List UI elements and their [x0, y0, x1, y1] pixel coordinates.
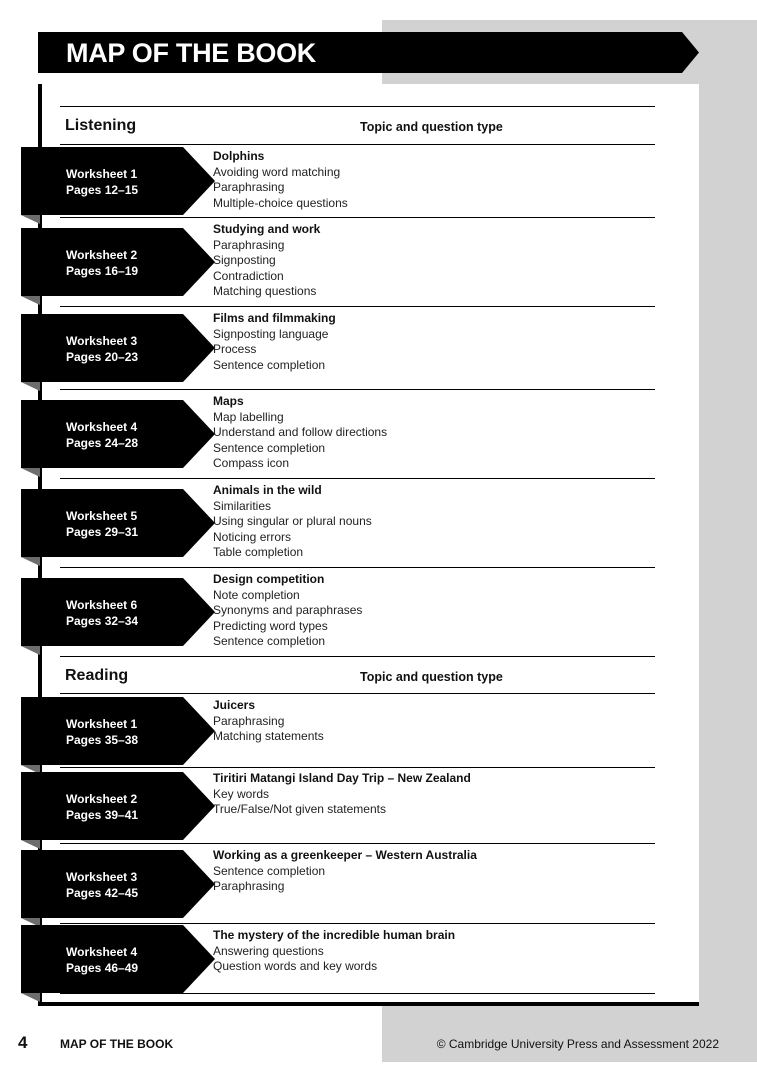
worksheet-label — [66, 869, 138, 901]
divider — [60, 993, 655, 994]
page-title: MAP OF THE BOOK — [66, 38, 317, 68]
question-type: Matching statements — [213, 729, 324, 743]
question-type: Paraphrasing — [213, 879, 285, 893]
worksheet-label — [66, 333, 138, 365]
tab-notch — [21, 382, 40, 391]
question-type: Noticing errors — [213, 529, 292, 544]
divider — [60, 693, 655, 694]
question-type: Table completion — [213, 545, 304, 559]
question-type: Sentence completion — [213, 357, 326, 372]
divider — [60, 389, 655, 390]
question-type: Similarities — [213, 498, 272, 513]
question-type: Matching questions — [213, 284, 317, 298]
worksheet-number: Worksheet 1 — [66, 167, 138, 181]
topic-title: Working as a greenkeeper – Western Australia — [213, 848, 477, 862]
worksheet-entry — [213, 483, 372, 561]
divider — [60, 656, 655, 657]
question-type: Process — [213, 342, 257, 356]
tab-notch — [21, 468, 40, 477]
worksheet-entry — [213, 222, 320, 300]
topic-title: Tiritiri Matangi Island Day Trip – New Zealand — [213, 771, 471, 785]
question-type: Map labelling — [213, 409, 284, 424]
divider — [60, 923, 655, 924]
section-heading-reading: Reading — [65, 667, 129, 684]
worksheet-pages: Pages 35–38 — [66, 733, 139, 747]
worksheet-label — [66, 716, 138, 748]
question-type: Predicting word types — [213, 618, 328, 633]
question-type: Question words and key words — [213, 959, 378, 973]
divider — [60, 767, 655, 768]
worksheet-label — [66, 166, 138, 198]
worksheet-label — [66, 508, 138, 540]
worksheet-entry — [213, 311, 336, 373]
worksheet-number: Worksheet 3 — [66, 334, 138, 348]
worksheet-number: Worksheet 4 — [66, 420, 138, 434]
divider — [60, 144, 655, 145]
divider — [60, 843, 655, 844]
worksheet-entry — [213, 394, 387, 472]
topic-title: Dolphins — [213, 149, 265, 163]
worksheet-label — [66, 247, 138, 279]
divider — [60, 306, 655, 307]
worksheet-entry — [213, 572, 362, 650]
worksheet-label — [66, 944, 138, 976]
worksheet-number: Worksheet 3 — [66, 870, 138, 884]
question-type: Signposting language — [213, 326, 329, 341]
tab-notch — [21, 296, 40, 305]
question-type: Sentence completion — [213, 440, 326, 455]
worksheet-number: Worksheet 2 — [66, 792, 138, 806]
worksheet-number: Worksheet 4 — [66, 945, 138, 959]
worksheet-entry — [213, 698, 324, 745]
worksheet-entry — [213, 771, 471, 818]
worksheet-pages: Pages 46–49 — [66, 961, 139, 975]
question-type: Sentence completion — [213, 863, 326, 878]
topic-title: Maps — [213, 394, 244, 408]
worksheet-pages: Pages 29–31 — [66, 525, 139, 539]
question-type: Paraphrasing — [213, 180, 285, 194]
worksheet-entry — [213, 848, 477, 895]
question-type: Signposting — [213, 253, 276, 267]
question-type: Paraphrasing — [213, 237, 285, 252]
worksheet-entry — [213, 149, 348, 211]
question-type: Answering questions — [213, 943, 324, 958]
topic-title: Animals in the wild — [213, 483, 322, 497]
divider — [60, 567, 655, 568]
question-type: Sentence completion — [213, 634, 326, 648]
section-heading-listening: Listening — [65, 117, 137, 134]
worksheet-number: Worksheet 6 — [66, 598, 138, 612]
question-type: Synonyms and paraphrases — [213, 603, 363, 617]
worksheet-number: Worksheet 1 — [66, 717, 138, 731]
worksheet-label — [66, 791, 138, 823]
topic-title: Design competition — [213, 572, 325, 586]
worksheet-pages: Pages 16–19 — [66, 264, 139, 278]
worksheet-pages: Pages 12–15 — [66, 183, 139, 197]
topic-title: Juicers — [213, 698, 256, 712]
worksheet-entry — [213, 928, 455, 975]
divider — [60, 478, 655, 479]
question-type: Key words — [213, 786, 270, 801]
question-type: Paraphrasing — [213, 713, 285, 728]
panel-bottom-border — [38, 1002, 699, 1006]
question-type: Contradiction — [213, 268, 284, 283]
question-type: True/False/Not given statements — [213, 802, 386, 816]
footer-title: MAP OF THE BOOK — [60, 1037, 174, 1051]
worksheet-label — [66, 419, 138, 451]
column-heading-reading: Topic and question type — [360, 670, 503, 684]
worksheet-pages: Pages 39–41 — [66, 808, 139, 822]
page-number: 4 — [18, 1033, 28, 1052]
topic-title: Studying and work — [213, 222, 321, 236]
question-type: Understand and follow directions — [213, 425, 388, 439]
worksheet-pages: Pages 20–23 — [66, 350, 139, 364]
tab-notch — [21, 215, 40, 224]
question-type: Avoiding word matching — [213, 164, 341, 179]
worksheet-pages: Pages 24–28 — [66, 436, 139, 450]
worksheet-number: Worksheet 2 — [66, 248, 138, 262]
worksheet-pages: Pages 42–45 — [66, 886, 139, 900]
divider — [60, 106, 655, 107]
worksheet-pages: Pages 32–34 — [66, 614, 139, 628]
question-type: Multiple-choice questions — [213, 195, 348, 210]
worksheet-number: Worksheet 5 — [66, 509, 138, 523]
topic-title: Films and filmmaking — [213, 311, 336, 325]
question-type: Using singular or plural nouns — [213, 514, 372, 528]
worksheet-label — [66, 597, 138, 629]
divider — [60, 217, 655, 218]
question-type: Compass icon — [213, 456, 290, 470]
question-type: Note completion — [213, 587, 300, 602]
column-heading-listening: Topic and question type — [360, 120, 503, 134]
footer-copyright: © Cambridge University Press and Assessment 2022 — [436, 1037, 719, 1051]
topic-title: The mystery of the incredible human brain — [213, 928, 456, 942]
